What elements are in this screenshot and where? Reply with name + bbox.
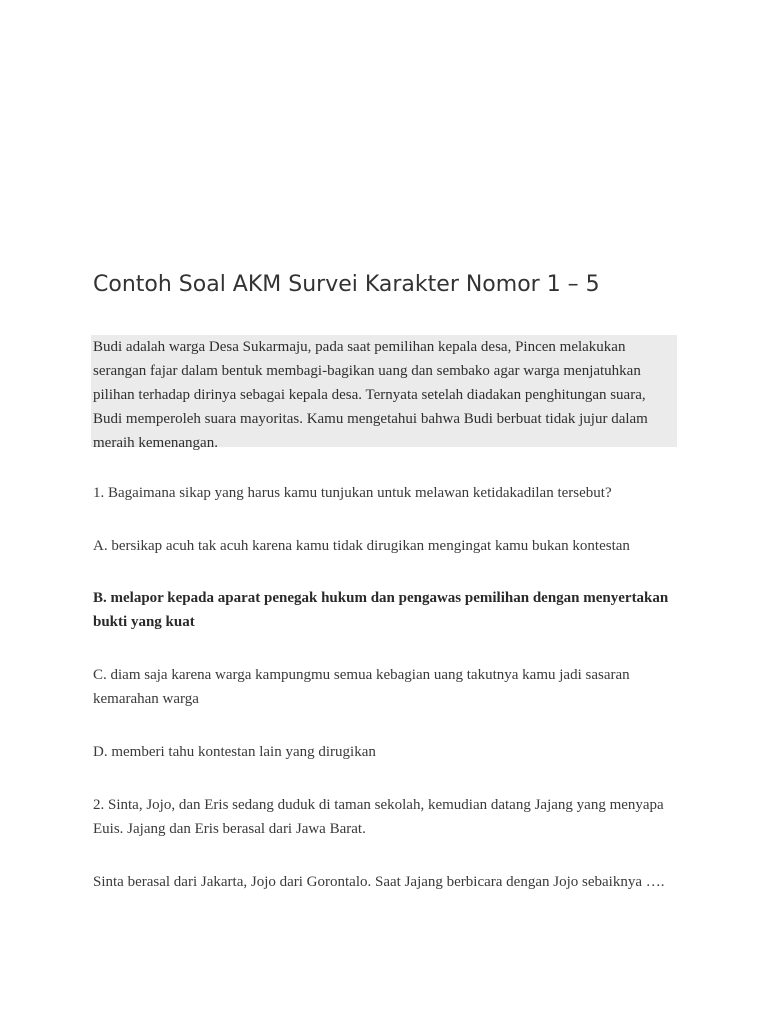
option-b-answer: B. melapor kepada aparat penegak hukum dan pengawas pemilihan dengan menyertakan bukti yang kuat — [93, 590, 669, 630]
question-2: 2. Sinta, Jojo, dan Eris sedang duduk di taman sekolah, kemudian datang Jajang yang menyapa Euis. Jajang dan Eris berasal dari Jawa Barat. — [93, 797, 664, 837]
passage-text: Budi adalah warga Desa Sukarmaju, pada saat pemilihan kepala desa, Pincen melakukan serangan fajar dalam bentuk membagi-bagikan uang dan sembako agar warga menjatuhkan pilihan terhadap dirinya sebagai kepala desa. Ternyata setelah diadakan penghitungan suara, Budi memperoleh suara mayoritas. Kamu mengetahui bahwa Budi berbuat tidak jujur dalam meraih kemenangan. — [93, 339, 648, 451]
option-c: C. diam saja karena warga kampungmu semua kebagian uang takutnya kamu jadi sasaran kemarahan warga — [93, 667, 630, 707]
question-2-continuation: Sinta berasal dari Jakarta, Jojo dari Gorontalo. Saat Jajang berbicara dengan Jojo sebaiknya …. — [93, 874, 665, 890]
option-a: A. bersikap acuh tak acuh karena kamu tidak dirugikan mengingat kamu bukan kontestan — [93, 538, 630, 554]
passage-block — [91, 335, 677, 451]
option-d: D. memberi tahu kontestan lain yang dirugikan — [93, 744, 376, 760]
document-title: Contoh Soal AKM Survei Karakter Nomor 1 – 5 — [93, 272, 600, 297]
question-1: 1. Bagaimana sikap yang harus kamu tunjukan untuk melawan ketidakadilan tersebut? — [93, 485, 612, 501]
